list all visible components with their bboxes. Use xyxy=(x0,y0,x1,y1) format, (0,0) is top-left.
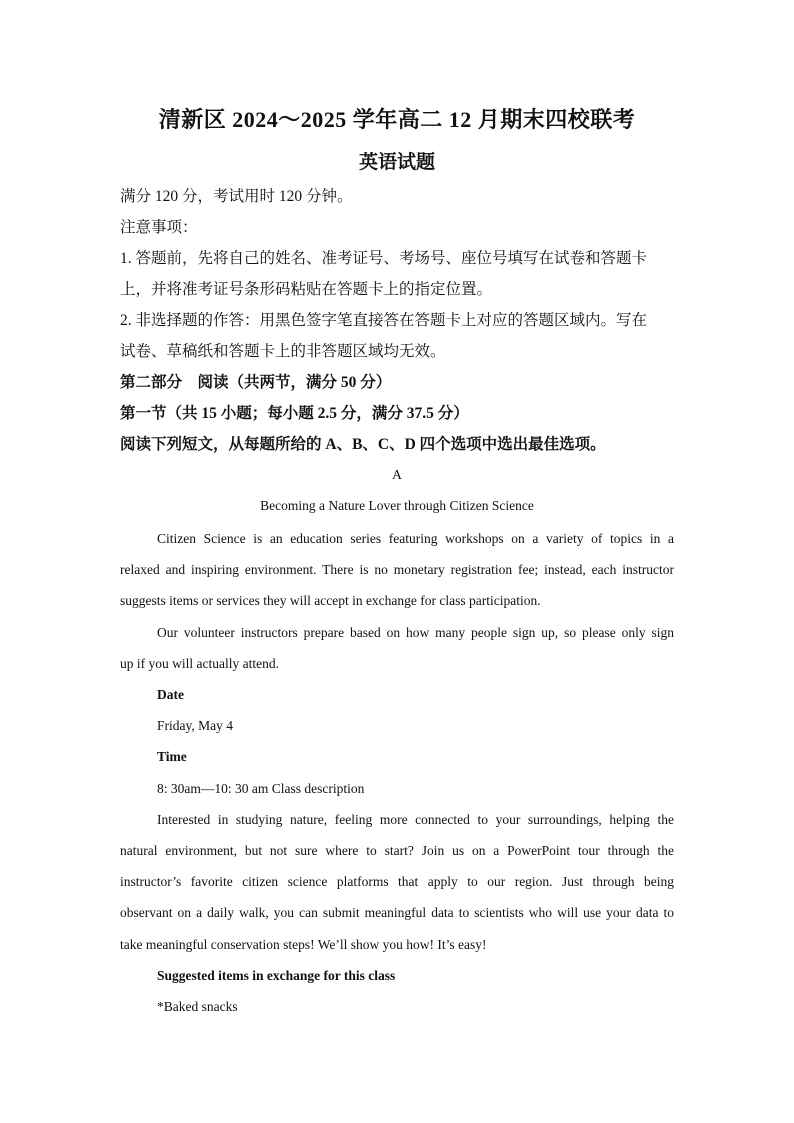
suggested-items-heading: Suggested items in exchange for this class xyxy=(157,968,396,983)
time-label: Time xyxy=(157,749,187,764)
paragraph-1-line-2: relaxed and inspiring environment. There is no monetary registration fee; instead, each instructor xyxy=(120,562,674,577)
paragraph-3-line-3: instructor’s favorite citizen science platforms that apply to our region. Just through being xyxy=(120,874,674,889)
notice-item-1-line-2: 上，并将准考证号条形码粘贴在答题卡上的指定位置。 xyxy=(120,281,493,298)
paragraph-2-line-1: Our volunteer instructors prepare based on how many people sign up, so please only sign xyxy=(157,625,674,640)
directions-line: 阅读下列短文，从每题所给的 A、B、C、D 四个选项中选出最佳选项。 xyxy=(120,436,606,453)
date-value: Friday, May 4 xyxy=(157,718,233,733)
exam-subtitle: 英语试题 xyxy=(358,152,435,173)
date-label: Date xyxy=(157,687,184,702)
part-heading: 第二部分 阅读（共两节，满分 50 分） xyxy=(120,374,392,391)
exam-title: 清新区 2024～2025 学年高二 12 月期末四校联考 xyxy=(158,107,636,132)
paragraph-1-line-3: suggests items or services they will accept in exchange for class participation. xyxy=(120,593,541,608)
passage-label: A xyxy=(392,467,402,482)
paragraph-3-line-5: take meaningful conservation steps! We’ll show you how! It’s easy! xyxy=(120,937,487,952)
notice-heading: 注意事项： xyxy=(120,219,198,236)
section-heading: 第一节（共 15 小题；每小题 2.5 分，满分 37.5 分） xyxy=(120,405,469,422)
paragraph-1-line-1: Citizen Science is an education series featuring workshops on a variety of topics in a xyxy=(157,531,674,546)
passage-title: Becoming a Nature Lover through Citizen Science xyxy=(260,498,534,513)
paragraph-3-line-4: observant on a daily walk, you can submit meaningful data to scientists who will use your data to xyxy=(120,905,674,920)
paragraph-2-line-2: up if you will actually attend. xyxy=(120,656,279,671)
notice-item-1-line-1: 1. 答题前，先将自己的姓名、准考证号、考场号、座位号填写在试卷和答题卡 xyxy=(120,250,648,267)
notice-item-2-line-1: 2. 非选择题的作答：用黑色签字笔直接答在答题卡上对应的答题区域内。写在 xyxy=(120,312,648,329)
suggested-item: *Baked snacks xyxy=(157,999,238,1014)
notice-item-2-line-2: 试卷、草稿纸和答题卡上的非答题区域均无效。 xyxy=(120,343,446,360)
paragraph-3-line-2: natural environment, but not sure where to start? Join us on a PowerPoint tour through the xyxy=(120,843,674,858)
paragraph-3-line-1: Interested in studying nature, feeling more connected to your surroundings, helping the xyxy=(157,812,674,827)
time-value: 8: 30am—10: 30 am Class description xyxy=(157,781,365,796)
score-time-line: 满分 120 分，考试用时 120 分钟。 xyxy=(120,188,353,205)
